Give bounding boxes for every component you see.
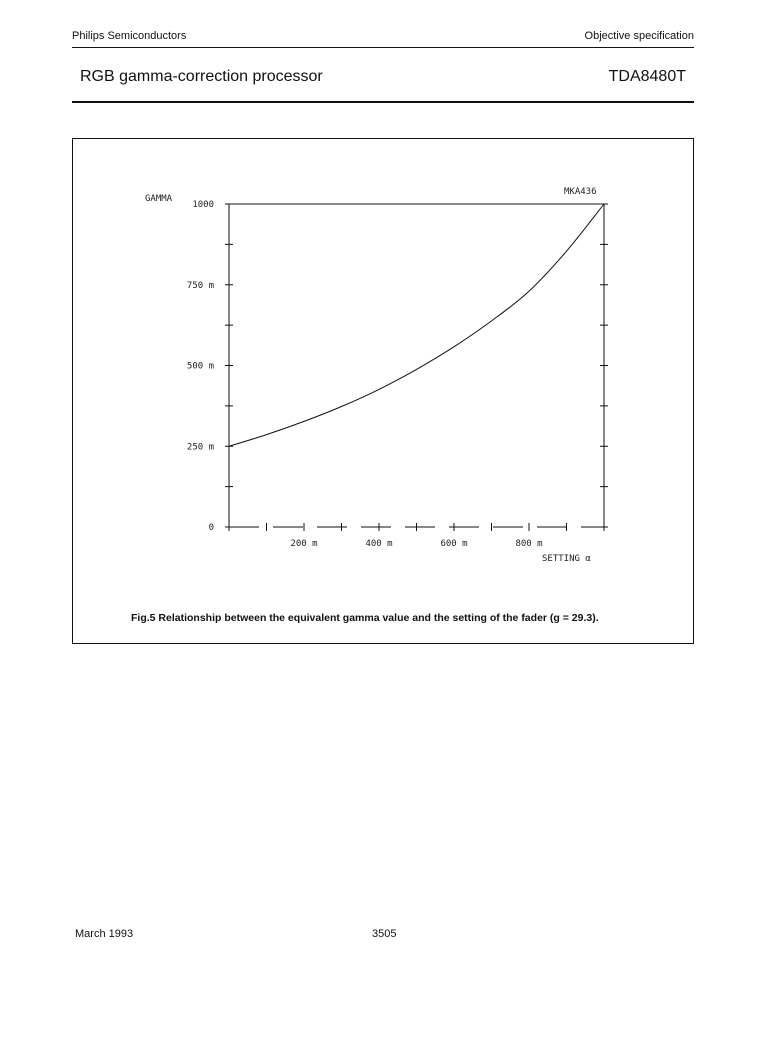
y-tick-label: 500 m	[186, 361, 214, 372]
y-tick-label: 1000	[192, 200, 214, 210]
x-tick-label: 400 m	[365, 539, 393, 549]
footer-date: March 1993	[75, 928, 134, 940]
company-name: Philips Semiconductors	[72, 30, 187, 42]
figure-caption: Fig.5 Relationship between the equivalent gamma value and the setting of the fader (g = 29.3).	[131, 612, 599, 624]
y-tick-label: 0	[208, 523, 214, 533]
chart-tick-labels	[187, 200, 543, 549]
y-tick-label: 750 m	[186, 280, 214, 291]
gamma-curve-line	[229, 204, 604, 446]
chart-ticks	[225, 204, 608, 531]
part-number: TDA8480T	[608, 68, 686, 85]
x-tick-label: 800 m	[515, 539, 543, 549]
x-tick-label: 200 m	[290, 539, 318, 549]
x-tick-label: 600 m	[440, 539, 468, 549]
x-axis-label: SETTING α	[542, 554, 591, 564]
document-title: RGB gamma-correction processor	[80, 68, 323, 85]
figure-code: MKA436	[564, 187, 597, 197]
y-tick-label: 250 m	[186, 442, 214, 453]
y-axis-label: GAMMA	[145, 194, 173, 204]
document-type: Objective specification	[584, 30, 694, 42]
chart-axes	[229, 204, 604, 527]
footer-page-number: 3505	[372, 928, 397, 940]
